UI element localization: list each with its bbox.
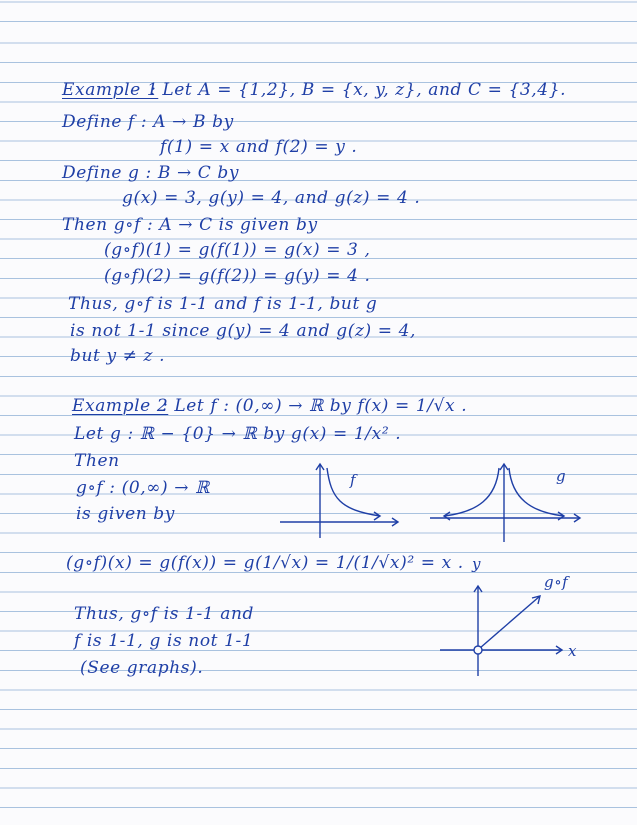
given-by-line: is given by [76, 504, 175, 524]
gof-1-line: (g∘f)(1) = g(f(1)) = g(x) = 3 , [104, 240, 371, 260]
thus-line-1: Thus, g∘f is 1-1 and f is 1-1, but g [68, 294, 378, 314]
gof-map-line: g∘f : (0,∞) → ℝ [76, 478, 210, 498]
gof-2-line: (g∘f)(2) = g(f(2)) = g(y) = 4 . [104, 266, 371, 286]
graph-f-label: f [350, 471, 357, 489]
define-g-line: Define g : B → C by [62, 163, 240, 183]
g-values-line: g(x) = 3, g(y) = 4, and g(z) = 4 . [122, 188, 421, 208]
ex2-thus-line-3: (See graphs). [80, 658, 204, 678]
gof-formula-line: (g∘f)(x) = g(f(x)) = g(1/√x) = 1/(1/√x)² = x . [66, 553, 464, 573]
example-2-statement: : Let f : (0,∞) → ℝ by f(x) = 1/√x . [162, 396, 468, 416]
example-1-label: Example 1 [62, 80, 159, 100]
graph-gof-label: g∘f [544, 573, 569, 591]
graph-f [280, 460, 410, 542]
let-g-line: Let g : ℝ − {0} → ℝ by g(x) = 1/x² . [74, 424, 402, 444]
then-label: Then [74, 451, 120, 471]
then-gof-line: Then g∘f : A → C is given by [62, 215, 318, 235]
example-2-label: Example 2 [72, 396, 169, 416]
graph-gof [440, 580, 570, 680]
define-f-line: Define f : A → B by [62, 112, 234, 132]
ex2-thus-line-1: Thus, g∘f is 1-1 and [74, 604, 254, 624]
thus-line-3: but y ≠ z . [70, 346, 166, 366]
graph-gof-x-label: x [568, 642, 578, 660]
graph-g-label: g [556, 467, 567, 485]
example-1-statement: : Let A = {1,2}, B = {x, y, z}, and C = {3,4}. [150, 80, 567, 100]
ex2-thus-line-2: f is 1-1, g is not 1-1 [74, 631, 254, 651]
graph-gof-y-label: y [472, 555, 482, 573]
thus-line-2: is not 1-1 since g(y) = 4 and g(z) = 4, [70, 321, 417, 341]
f-values-line: f(1) = x and f(2) = y . [160, 137, 358, 157]
